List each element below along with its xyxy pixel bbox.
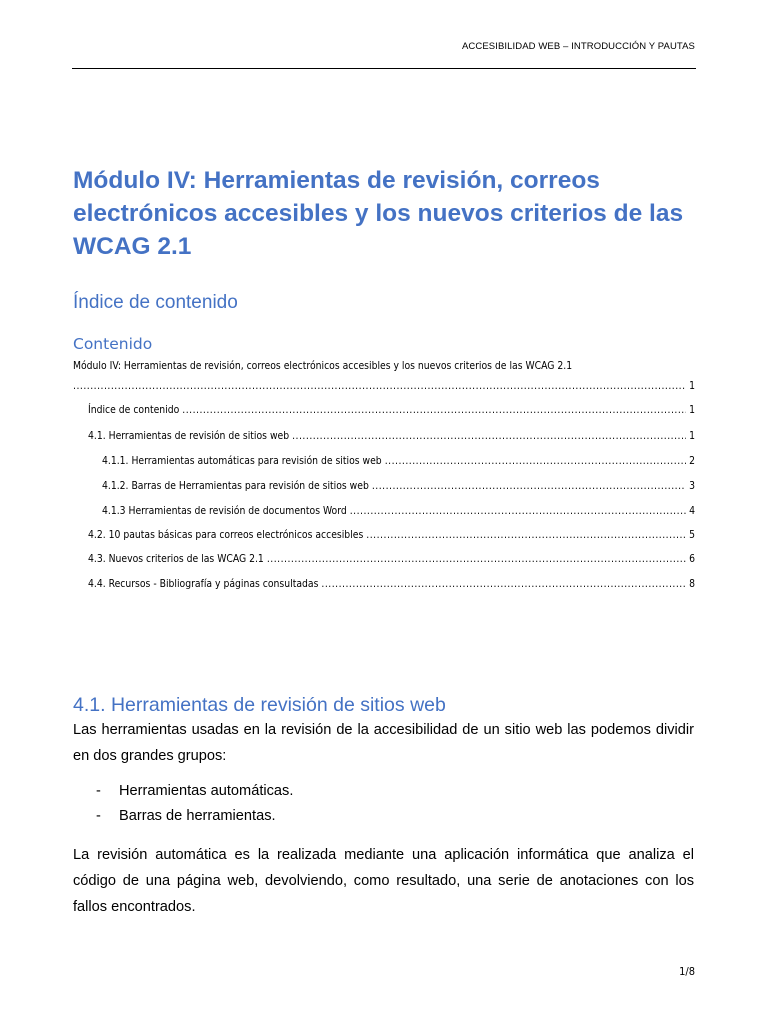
toc-page-number: 1 [689,404,695,416]
toc-leader-dots [385,455,686,467]
toc-leader-dots [292,430,686,442]
toc-entry-4-1-2[interactable] [102,480,695,492]
toc-entry-label: 4.1. Herramientas de revisión de sitios web [88,430,290,442]
toc-entry-4-1[interactable] [88,430,695,442]
header-divider [72,68,696,69]
document-title: Módulo IV: Herramientas de revisión, correos electrónicos accesibles y los nuevos criterios de las WCAG 2.1 [73,167,684,260]
toc-entry-module-title-page-line[interactable] [73,380,695,392]
toc-page-number: 3 [689,480,695,492]
toc-leader-dots [267,553,686,565]
toc-page-number: 4 [689,505,695,517]
toc-entry-4-4[interactable] [88,578,695,590]
toc-page-number: 8 [689,578,695,590]
toc-entry-module-title[interactable]: Módulo IV: Herramientas de revisión, correos electrónicos accesibles y los nuevos criterios de las WCAG 2.1 [73,360,573,372]
toc-entry-label: 4.4. Recursos - Bibliografía y páginas consultadas [88,578,319,590]
contents-title: Contenido [73,335,153,353]
toc-entry-indice[interactable] [88,404,695,416]
toc-entry-label: 4.1.2. Barras de Herramientas para revisión de sitios web [102,480,369,492]
toc-leader-dots [372,480,686,492]
toc-entry-label: 4.3. Nuevos criterios de las WCAG 2.1 [88,553,264,565]
bullet-dash: - [96,783,101,799]
toc-leader-dots [321,578,686,590]
bullet-text: Barras de herramientas. [119,808,276,824]
toc-entry-label: Índice de contenido [88,404,180,416]
toc-page-number: 6 [689,553,695,565]
bullet-item [96,783,293,799]
toc-page-number: 5 [689,529,695,541]
toc-page-number: 2 [689,455,695,467]
toc-entry-label: 4.2. 10 pautas básicas para correos electrónicos accesibles [88,529,364,541]
running-header: ACCESIBILIDAD WEB – INTRODUCCIÓN Y PAUTAS [461,41,695,52]
intro-paragraph: Las herramientas usadas en la revisión de la accesibilidad de un sitio web las podemos dividir en dos grandes grupos: [73,722,694,764]
bullet-dash: - [96,808,101,824]
toc-entry-4-3[interactable] [88,553,695,565]
section-heading: 4.1. Herramientas de revisión de sitios web [73,694,446,716]
toc-entry-4-1-3[interactable] [102,505,695,517]
body-paragraph: La revisión automática es la realizada mediante una aplicación informática que analiza el código de una página web, devolviendo, como resultado, una serie de anotaciones con los fallos encontrados. [73,847,694,915]
toc-page-number: 1 [689,430,695,442]
toc-heading: Índice de contenido [73,292,238,313]
toc-page-number: 1 [689,380,695,392]
toc-entry-label: 4.1.1. Herramientas automáticas para revisión de sitios web [102,455,382,467]
toc-leader-dots [182,404,686,416]
toc-leader-dots [350,505,686,517]
toc-entry-4-1-1[interactable] [102,455,695,467]
toc-leader-dots [366,529,686,541]
toc-entry-4-2[interactable] [88,529,695,541]
page-number: 1/8 [679,965,695,978]
toc-leader-dots [73,380,686,392]
bullet-item [96,808,276,824]
toc-entry-label: 4.1.3 Herramientas de revisión de documentos Word [102,505,347,517]
bullet-text: Herramientas automáticas. [119,783,294,799]
